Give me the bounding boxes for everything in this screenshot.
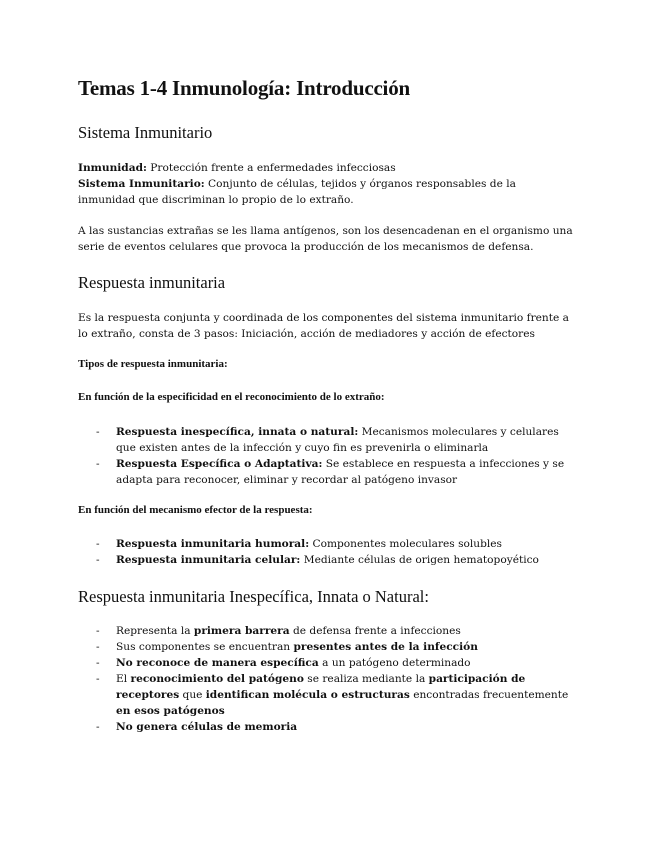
bullet-dash: - [96,538,100,550]
list-item [78,552,578,568]
list-item [78,456,578,488]
list-item [78,639,578,655]
list-item [78,424,578,456]
item-bold-text: primera barrera [193,625,290,637]
bullet-dash: - [96,641,100,653]
bullet-dash: - [96,426,100,438]
item-text: Representa la [116,625,194,637]
item-text: a un patógeno determinado [318,657,471,669]
innate-response-list [78,623,578,735]
section-heading-sistema-inmunitario: Sistema Inmunitario [78,123,213,142]
item-bold-text: identifican molécula o estructuras [205,689,410,701]
section-heading-respuesta-inmunitaria: Respuesta inmunitaria [78,273,226,292]
bullet-dash: - [96,625,100,637]
item-term: Respuesta Específica o Adaptativa: [116,458,323,470]
list-item [78,536,578,552]
item-bold-text: No reconoce de manera específica [116,657,319,669]
bullet-dash: - [96,673,100,685]
item-text: que [179,689,206,701]
item-bold-text: reconocimiento del patógeno [130,673,304,685]
types-heading: Tipos de respuesta inmunitaria: [78,358,228,370]
item-bold-text: participación de receptores [116,673,526,701]
item-text: Mecanismos moleculares y celulares que existen antes de la infección y cuyo fin es prevenirla o eliminarla [116,426,559,454]
section-heading-respuesta-innata: Respuesta inmunitaria Inespecífica, Innata o Natural: [78,587,429,606]
list-item [78,655,578,671]
item-text: se realiza mediante la [303,673,429,685]
response-paragraph: Es la respuesta conjunta y coordinada de los componentes del sistema inmunitario frente a lo extraño, consta de 3 pasos: Iniciación, acción de mediadores y acción de efectores [78,312,569,340]
item-text: Sus componentes se encuentran [116,641,294,653]
list-item [78,623,578,639]
bullet-dash: - [96,458,100,470]
item-text: El [116,673,131,685]
item-text: Componentes moleculares solubles [309,538,502,550]
effector-list [78,536,578,568]
item-text: encontradas frecuentemente [409,689,569,701]
item-term: Respuesta inmunitaria celular: [116,554,301,566]
item-text: Mediante células de origen hematopoyético [300,554,539,566]
bullet-dash: - [96,721,100,733]
term-inmunidad: Inmunidad: [78,162,147,174]
bullet-dash: - [96,657,100,669]
specificity-list [78,424,578,488]
item-term: Respuesta inespecífica, innata o natural: [116,426,359,438]
term-sistema-inmunitario: Sistema Inmunitario: [78,178,205,190]
definition-inmunidad: Protección frente a enfermedades infecciosas [146,162,396,174]
item-term: Respuesta inmunitaria humoral: [116,538,310,550]
item-bold-text: en esos patógenos [116,705,225,717]
item-text: de defensa frente a infecciones [289,625,461,637]
bullet-dash: - [96,554,100,566]
antigens-paragraph: A las sustancias extrañas se les llama antígenos, son los desencadenan en el organismo una serie de eventos celulares que provoca la producción de los mecanismos de defensa. [78,225,573,253]
definitions-paragraph [78,160,576,208]
effector-heading: En función del mecanismo efector de la respuesta: [78,504,313,516]
item-bold-text: No genera células de memoria [116,721,298,733]
item-bold-text: presentes antes de la infección [293,641,478,653]
document-title: Temas 1-4 Inmunología: Introducción [78,76,410,100]
definition-sistema-inmunitario: Conjunto de células, tejidos y órganos responsables de la inmunidad que discriminan lo propio de lo extraño. [78,178,516,206]
specificity-heading: En función de la especificidad en el reconocimiento de lo extraño: [78,391,385,403]
item-text: Se establece en respuesta a infecciones y se adapta para reconocer, eliminar y recordar al patógeno invasor [116,458,565,486]
list-item [78,671,578,719]
list-item [78,719,578,735]
